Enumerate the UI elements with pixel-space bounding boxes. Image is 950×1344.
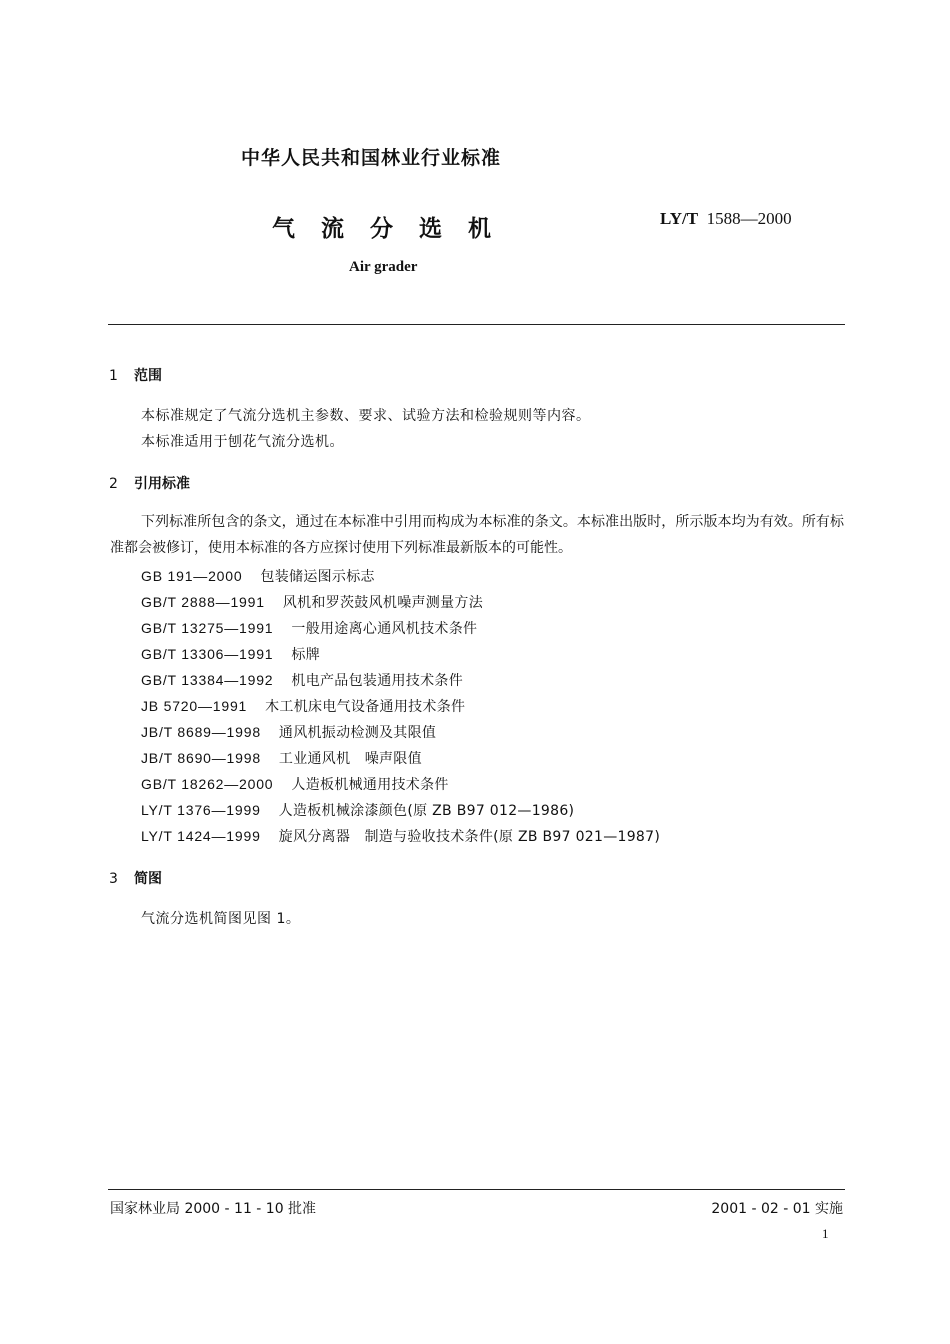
reference-code: GB/T 13275—1991 bbox=[141, 620, 274, 636]
reference-title: 包装储运图示标志 bbox=[260, 569, 375, 585]
reference-code: GB/T 13384—1992 bbox=[141, 672, 274, 688]
reference-code: LY/T 1424—1999 bbox=[141, 828, 261, 844]
footer-divider bbox=[108, 1189, 845, 1190]
reference-title: 木工机床电气设备通用技术条件 bbox=[265, 699, 466, 715]
section-3-title: 简图 bbox=[134, 871, 162, 887]
reference-item bbox=[141, 618, 477, 638]
document-title-cn: 气流分选机 bbox=[272, 216, 517, 242]
page-number: 1 bbox=[822, 1226, 829, 1241]
standard-number-value: 1588—2000 bbox=[706, 209, 792, 228]
reference-title: 一般用途离心通风机技术条件 bbox=[291, 621, 478, 637]
section-3-number: 3 bbox=[109, 871, 118, 887]
reference-code: JB/T 8689—1998 bbox=[141, 724, 261, 740]
section-2-number: 2 bbox=[109, 476, 118, 492]
reference-code: GB/T 18262—2000 bbox=[141, 776, 274, 792]
section-1-heading bbox=[109, 365, 162, 385]
reference-code: LY/T 1376—1999 bbox=[141, 802, 261, 818]
reference-item bbox=[141, 800, 574, 820]
reference-title: 工业通风机 噪声限值 bbox=[278, 751, 422, 767]
reference-title: 风机和罗茨鼓风机噪声测量方法 bbox=[282, 595, 483, 611]
standard-number bbox=[660, 209, 792, 229]
section-2-heading bbox=[109, 473, 190, 493]
reference-item bbox=[141, 644, 320, 664]
reference-title: 标牌 bbox=[291, 647, 320, 663]
section-1-title: 范围 bbox=[134, 368, 162, 384]
reference-code: GB 191—2000 bbox=[141, 568, 243, 584]
reference-title: 机电产品包装通用技术条件 bbox=[291, 673, 463, 689]
header-divider bbox=[108, 324, 845, 325]
section-3-heading bbox=[109, 868, 162, 888]
reference-item bbox=[141, 748, 422, 768]
reference-item bbox=[141, 826, 660, 846]
reference-code: GB/T 2888—1991 bbox=[141, 594, 265, 610]
reference-title: 旋风分离器 制造与验收技术条件(原 ZB B97 021—1987) bbox=[278, 829, 661, 845]
section-1-number: 1 bbox=[109, 368, 118, 384]
issuing-org-heading: 中华人民共和国林业行业标准 bbox=[241, 147, 502, 169]
reference-code: JB/T 8690—1998 bbox=[141, 750, 261, 766]
reference-title: 人造板机械通用技术条件 bbox=[291, 777, 449, 793]
standard-prefix: LY/T bbox=[660, 209, 699, 228]
reference-code: JB 5720—1991 bbox=[141, 698, 248, 714]
reference-item bbox=[141, 670, 463, 690]
document-title-en: Air grader bbox=[349, 259, 418, 275]
reference-item bbox=[141, 774, 449, 794]
approval-line: 国家林业局 2000 - 11 - 10 批准 bbox=[110, 1201, 317, 1217]
section-3-line: 气流分选机简图见图 1。 bbox=[141, 911, 301, 927]
reference-item bbox=[141, 592, 483, 612]
reference-item bbox=[141, 566, 375, 586]
section-2-intro: 下列标准所包含的条文，通过在本标准中引用而构成为本标准的条文。本标准出版时，所示版本均为有效。所有标准都会被修订，使用本标准的各方应探讨使用下列标准最新版本的可能性。 bbox=[110, 514, 844, 556]
implementation-line: 2001 - 02 - 01 实施 bbox=[711, 1201, 843, 1217]
reference-title: 人造板机械涂漆颜色(原 ZB B97 012—1986) bbox=[278, 803, 575, 819]
reference-code: GB/T 13306—1991 bbox=[141, 646, 274, 662]
reference-item bbox=[141, 722, 436, 742]
reference-title: 通风机振动检测及其限值 bbox=[278, 725, 437, 741]
section-1-line-1: 本标准规定了气流分选机主参数、要求、试验方法和检验规则等内容。 bbox=[141, 408, 591, 424]
section-1-line-2: 本标准适用于刨花气流分选机。 bbox=[141, 434, 344, 450]
reference-item bbox=[141, 696, 465, 716]
section-2-title: 引用标准 bbox=[134, 476, 190, 492]
